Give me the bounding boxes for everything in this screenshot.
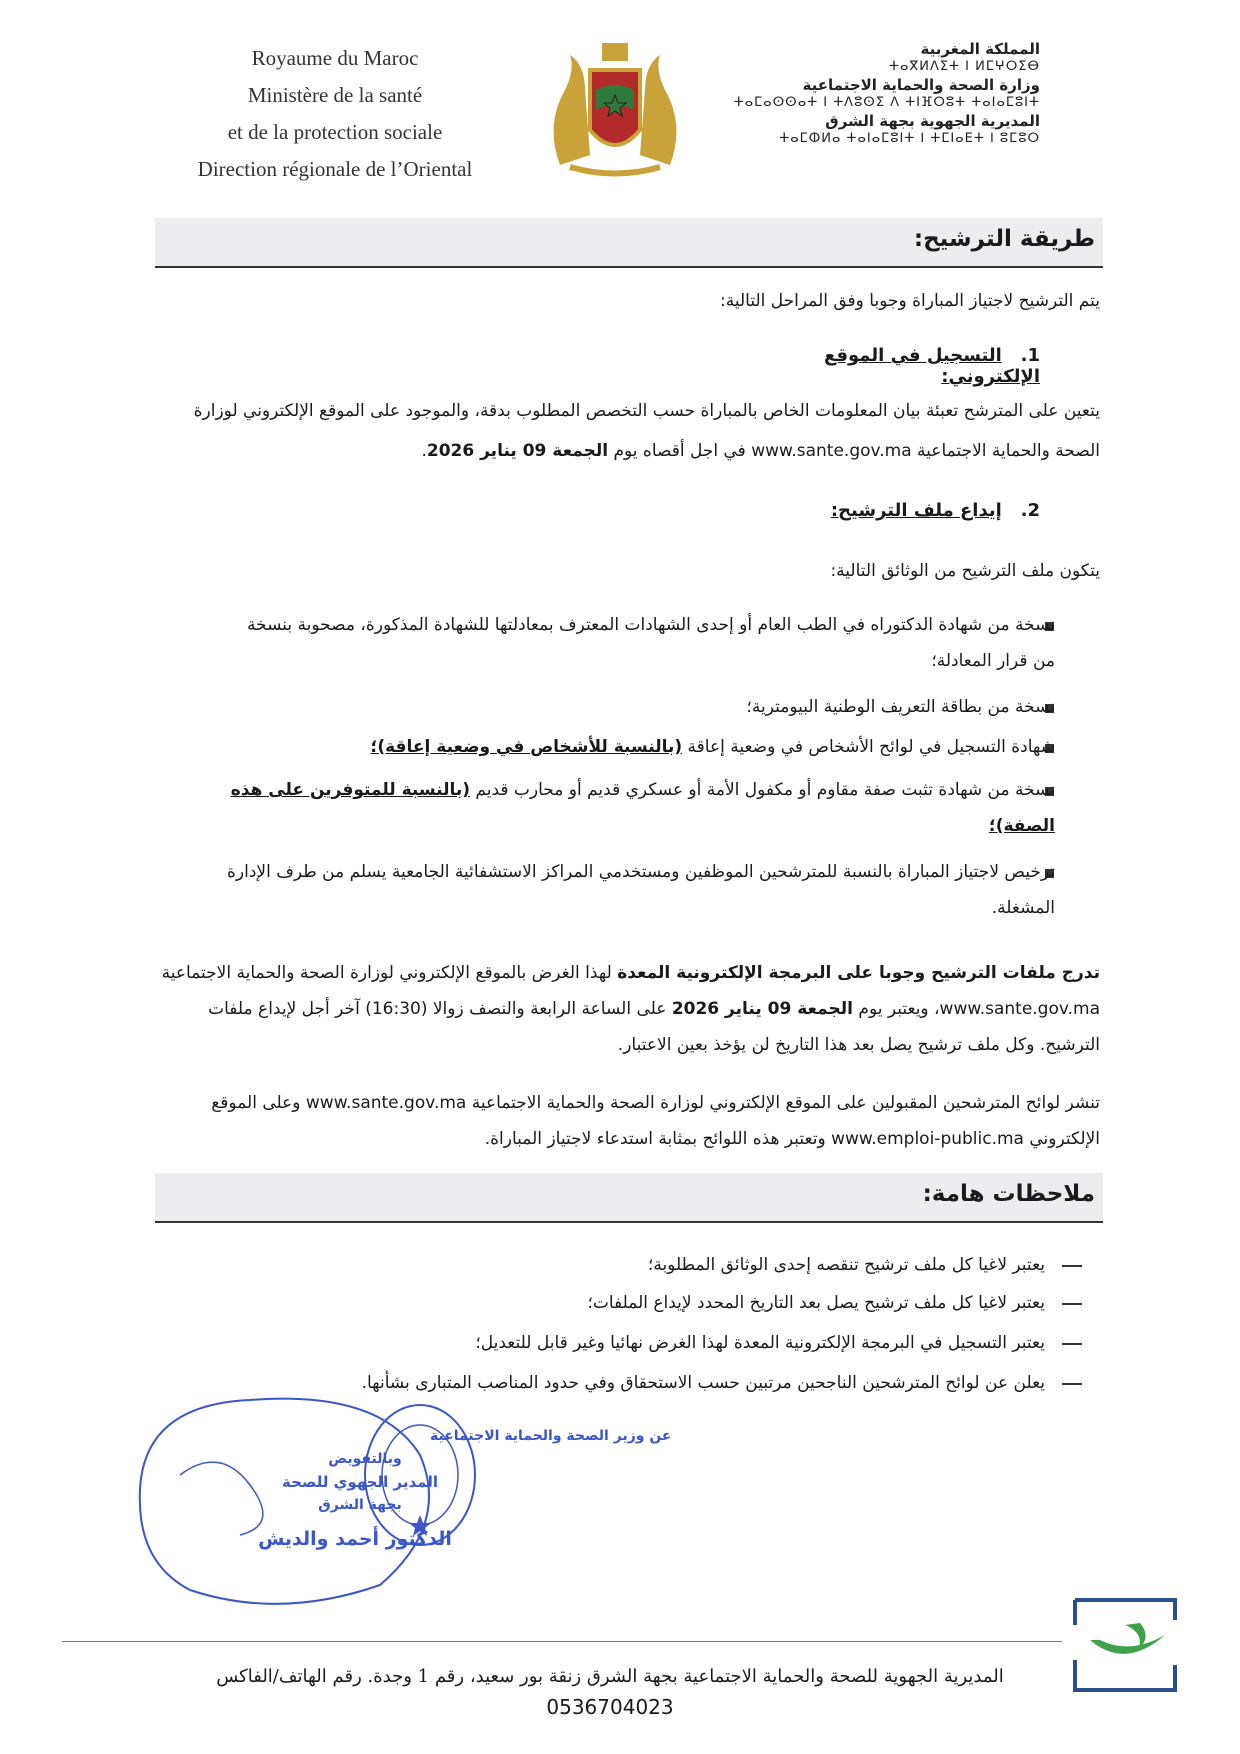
dash-bullet-icon <box>1062 1265 1082 1267</box>
coat-of-arms-icon <box>530 35 700 185</box>
step-1-text: الصحة والحماية الاجتماعية www.sante.gov.ma في اجل أقصاه يوم <box>608 441 1100 461</box>
document-4-text: نسخة من شهادة تثبت صفة مقاوم أو مكفول الأمة أو عسكري قديم أو محارب قديم <box>470 780 1055 800</box>
stamp-line-1: عن وزير الصحة والحماية الاجتماعية <box>430 1428 672 1444</box>
note-item-2: يعتبر لاغيا كل ملف ترشيح يصل بعد التاريخ المحدد لإيداع الملفات؛ <box>587 1293 1045 1313</box>
step-1-number: 1. <box>1020 345 1040 366</box>
section-title-candidacy: طريقة الترشيح: <box>913 226 1095 252</box>
deposit-text: لهذا الغرض بالموقع الإلكتروني لوزارة الصحة والحماية الاجتماعية <box>161 963 618 983</box>
document-4-condition-end: الصفة)؛ <box>988 816 1055 836</box>
step-1-period: . <box>421 441 427 461</box>
document-item-4 <box>155 772 1055 844</box>
section-header-notes <box>155 1173 1103 1223</box>
deposit-paragraph <box>155 955 1100 1063</box>
stamp-line-4: بجهة الشرق <box>318 1497 402 1513</box>
tifinagh-line-direction: ⵜⴰⵎⵀⵍⴰ ⵜⴰⵏⴰⵎⵓⵏⵜ ⵏ ⵜⵎⵏⴰⴹⵜ ⵏ ⵓⵎⵓⵔ <box>779 131 1040 146</box>
stamp-line-5: الدكتور أحمد والديش <box>258 1528 452 1550</box>
section-header-candidacy <box>155 218 1103 268</box>
note-item-4: يعلن عن لوائح المترشحين الناجحين مرتبين حسب الاستحقاق وفي حدود المناصب المتبارى بشأنها. <box>361 1373 1045 1393</box>
fr-line-direction: Direction régionale de l’Oriental <box>197 157 473 181</box>
round-seal-stamp <box>360 1400 480 1550</box>
footer-phone: 0536704023 <box>546 1695 674 1719</box>
document-3-condition: (بالنسبة للأشخاص في وضعية إعاقة)؛ <box>370 737 683 757</box>
intro-text: يتم الترشيح لاجتياز المباراة وجوبا وفق المراحل التالية: <box>719 291 1100 311</box>
deposit-url-text: www.sante.gov.ma، ويعتبر يوم <box>853 999 1100 1019</box>
header-arabic <box>720 40 1040 148</box>
fr-line-kingdom: Royaume du Maroc <box>251 46 419 70</box>
deposit-final-line: الترشيح. وكل ملف ترشيح يصل بعد هذا التاريخ لن يؤخذ بعين الاعتبار. <box>617 1035 1100 1055</box>
deposit-time-text: على الساعة الرابعة والنصف زوالا (16:30) آخر أجل لإيداع ملفات <box>208 999 672 1019</box>
document-3-text: شهادة التسجيل في لوائح الأشخاص في وضعية إعاقة <box>682 737 1055 757</box>
publication-line-2: الإلكتروني www.emploi-public.ma وتعتبر هذه اللوائح بمثابة استدعاء لاجتياز المباراة. <box>484 1129 1100 1149</box>
ar-line-kingdom: المملكة المغربية <box>920 40 1040 58</box>
ar-line-ministry: وزارة الصحة والحماية الاجتماعية <box>802 76 1040 94</box>
section-title-notes: ملاحظات هامة: <box>922 1181 1095 1207</box>
document-4-condition: (بالنسبة للمتوفرين على هذه <box>230 780 470 800</box>
document-item-5 <box>155 854 1055 926</box>
footer-address: المديرية الجهوية للصحة والحماية الاجتماعية بجهة الشرق زنقة بور سعيد، رقم 1 وجدة. رقم الهاتف/الفاكس <box>216 1666 1004 1687</box>
step-1-line-1: يتعين على المترشح تعبئة بيان المعلومات الخاص بالمباراة حسب التخصص المطلوب بدقة، والموجود على الموقع الإلكتروني لوزارة <box>193 401 1100 421</box>
step-1-title: التسجيل في الموقع الإلكتروني: <box>823 345 1040 387</box>
fr-line-ministry: Ministère de la santé <box>247 83 423 107</box>
document-item-3 <box>155 729 1055 765</box>
note-item-3: يعتبر التسجيل في البرمجة الإلكترونية المعدة لهذا الغرض نهائيا وغير قابل للتعديل؛ <box>475 1333 1045 1353</box>
dash-bullet-icon <box>1062 1343 1082 1345</box>
step-2-heading <box>740 500 1040 521</box>
document-5-line-1: ترخيص لاجتياز المباراة بالنسبة للمترشحين الموظفين ومستخدمي المراكز الاستشفائية الجامعية يسلم من طرف الإدارة <box>227 862 1055 882</box>
footer-divider <box>62 1641 1062 1642</box>
ar-line-direction: المديرية الجهوية بجهة الشرق <box>825 112 1040 130</box>
step-2-number: 2. <box>1020 500 1040 521</box>
stamp-line-3: المدير الجهوي للصحة <box>282 1473 438 1491</box>
fr-line-protection: et de la protection sociale <box>227 120 443 144</box>
deposit-bold-text: تدرج ملفات الترشيح وجوبا على البرمجة الإلكترونية المعدة <box>617 963 1100 983</box>
step-1-heading <box>740 345 1040 387</box>
document-5-line-2: المشغلة. <box>991 898 1055 918</box>
step-2-title: إيداع ملف الترشيح: <box>830 500 1002 521</box>
note-item-1: يعتبر لاغيا كل ملف ترشيح تنقصه إحدى الوثائق المطلوبة؛ <box>647 1255 1045 1275</box>
document-item-1 <box>155 607 1055 679</box>
tifinagh-line-kingdom: ⵜⴰⴳⵍⴷⵉⵜ ⵏ ⵍⵎⵖⵔⵉⴱ <box>888 59 1040 74</box>
step-1-deadline: الجمعة 09 يناير 2026 <box>426 441 609 461</box>
document-1-line-2: من قرار المعادلة؛ <box>931 651 1055 671</box>
documents-intro: يتكون ملف الترشيح من الوثائق التالية: <box>830 561 1100 581</box>
dash-bullet-icon <box>1062 1383 1082 1385</box>
step-1-line-2 <box>155 433 1100 469</box>
publication-line-1: تنشر لوائح المترشحين المقبولين على الموقع الإلكتروني لوزارة الصحة والحماية الاجتماعية www.sante.gov.ma وعلى الموقع <box>211 1093 1100 1113</box>
deposit-deadline: الجمعة 09 يناير 2026 <box>671 999 854 1019</box>
header-french <box>150 40 520 188</box>
document-1-line-1: نسخة من شهادة الدكتوراه في الطب العام أو إحدى الشهادات المعترف بمعادلتها للشهادة المذكورة، مصحوبة بنسخة <box>247 615 1055 635</box>
publication-paragraph <box>155 1085 1100 1157</box>
tifinagh-line-ministry: ⵜⴰⵎⴰⵙⵙⴰⵜ ⵏ ⵜⴷⵓⵙⵉ ⴷ ⵜⵏⴼⵔⵓⵜ ⵜⴰⵏⴰⵎⵓⵏⵜ <box>733 95 1040 110</box>
ministry-logo-icon <box>1070 1595 1180 1695</box>
dash-bullet-icon <box>1062 1303 1082 1305</box>
document-item-2: نسخة من بطاقة التعريف الوطنية البيومترية؛ <box>746 697 1055 717</box>
stamp-line-2: وبالتفويض <box>328 1451 402 1467</box>
